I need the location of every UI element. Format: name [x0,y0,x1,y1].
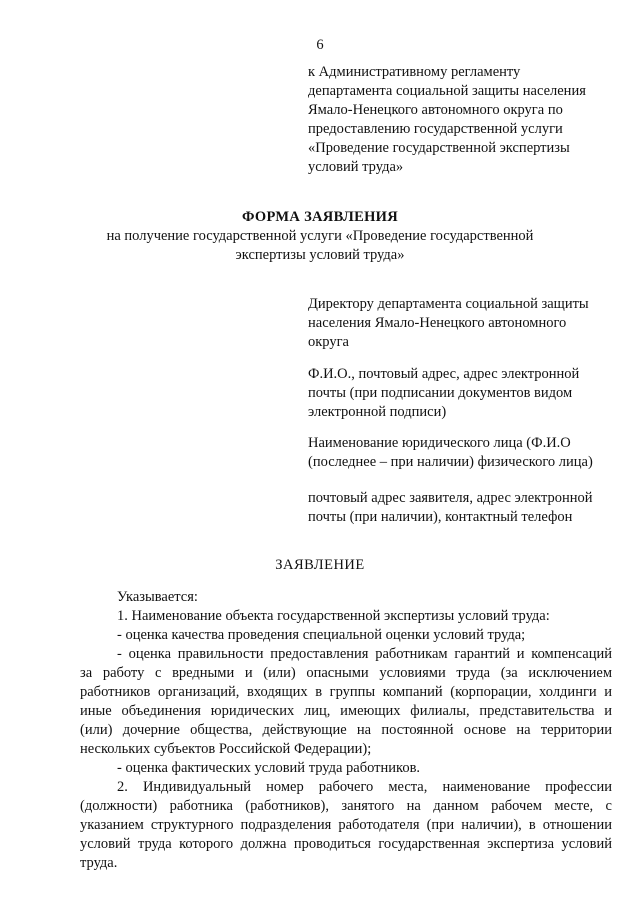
body-bullet-2-line: - оценка правильности предоставления работникам гарантий и компенсаций [117,646,612,662]
appendix-reference [308,63,628,177]
appendix-line: Ямало-Ненецкого автономного округа по [308,102,563,118]
body-bullet-2-line: иные объединения юридических лиц, имеющих филиалы, представительства и [80,703,612,719]
body-item-2-line: труда. [80,855,118,871]
body-item-2-line: указанием структурного подразделения работодателя (при наличии), в отношении [80,817,612,833]
addressee-line: электронной подписи) [308,404,447,420]
addressee-director [308,295,628,352]
body-item-1: 1. Наименование объекта государственной экспертизы условий труда: [117,608,550,624]
statement-title: ЗАЯВЛЕНИЕ [275,557,365,573]
addressee-line: почтовый адрес заявителя, адрес электронной [308,490,593,506]
body-intro: Указывается: [117,589,198,605]
addressee-line: Ф.И.О., почтовый адрес, адрес электронной [308,366,580,382]
appendix-line: предоставлению государственной услуги [308,121,563,137]
appendix-line: «Проведение государственной экспертизы [308,140,570,156]
addressee-line: почты (при наличии), контактный телефон [308,509,573,525]
appendix-line: условий труда» [308,159,404,175]
appendix-line: департамента социальной защиты населения [308,83,586,99]
body-bullet-2-line: за работу с вредными и (или) опасными условиями труда (за исключением [80,665,612,681]
addressee-org-name [308,434,628,472]
body-item-2-line: (должности) работника (работников), занятого на данном рабочем месте, с [80,798,612,814]
body-bullet-2-line: нескольких субъектов Российской Федерации); [80,741,372,757]
body-bullet-2-line: работников организаций, входящих в группы компаний (корпорации, холдинги и [80,684,612,700]
addressee-line: (последнее – при наличии) физического лица) [308,454,593,470]
statement-body [80,588,612,873]
body-item-2-line: 2. Индивидуальный номер рабочего места, наименование профессии [117,779,612,795]
addressee-line: Директору департамента социальной защиты [308,296,589,312]
addressee-line: населения Ямало-Ненецкого автономного [308,315,567,331]
addressee-line: Наименование юридического лица (Ф.И.О [308,435,571,451]
addressee-fio [308,365,628,422]
body-bullet-1: - оценка качества проведения специальной оценки условий труда; [117,627,526,643]
form-subtitle-line: на получение государственной услуги «Проведение государственной [106,228,534,244]
body-item-2-line: условий труда которого должна проводиться государственная экспертиза условий [80,836,612,852]
body-bullet-3: - оценка фактических условий труда работников. [117,760,421,776]
addressee-line: округа [308,334,349,350]
form-subtitle-line: экспертизы условий труда» [235,247,405,263]
addressee-line: почты (при подписании документов видом [308,385,573,401]
appendix-line: к Административному регламенту [308,64,521,80]
form-title: ФОРМА ЗАЯВЛЕНИЯ [242,209,398,225]
body-bullet-2-line: (или) дочерние общества, действующие на постоянной основе на территории [80,722,612,738]
page-number: 6 [316,37,324,53]
addressee-applicant-address [308,489,628,527]
form-subtitle [0,227,640,265]
